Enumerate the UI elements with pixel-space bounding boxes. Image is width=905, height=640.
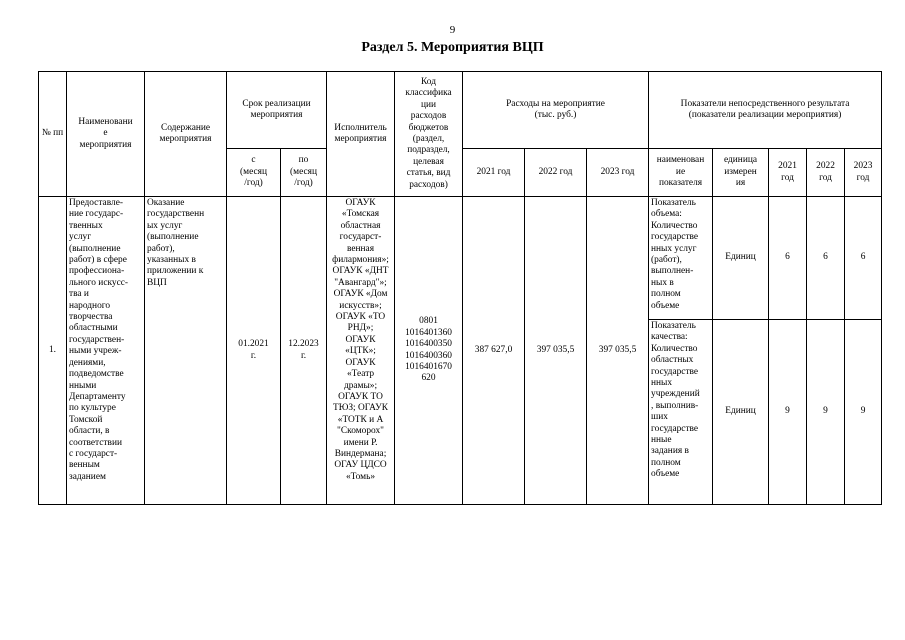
row-exp-2023: 397 035,5 (587, 197, 649, 505)
header-year-2021: 2021 год (463, 149, 525, 197)
header-indicator-2021: 2021 год (769, 149, 807, 197)
header-indicator-unit: единица измерен ия (713, 149, 769, 197)
header-content: Содержание мероприятия (145, 72, 227, 197)
activities-table (38, 71, 882, 505)
section-title: Раздел 5. Мероприятия ВЦП (361, 40, 544, 55)
indicator-2021: 6 (769, 197, 807, 320)
indicator-2023: 9 (845, 320, 882, 505)
row-term-from: 01.2021 г. (227, 197, 281, 505)
table-row (39, 197, 882, 320)
row-term-to: 12.2023 г. (281, 197, 327, 505)
row-num: 1. (39, 197, 67, 505)
indicator-name: Показатель качества: Количество областных государстве нных учреждений , выполнив- ших государстве нные задания в полном объеме (649, 320, 713, 505)
indicator-2022: 9 (807, 320, 845, 505)
header-indicator-2023: 2023 год (845, 149, 882, 197)
header-executor: Исполнитель мероприятия (327, 72, 395, 197)
header-year-2023: 2023 год (587, 149, 649, 197)
header-expenses: Расходы на мероприятие (тыс. руб.) (463, 72, 649, 149)
header-term-from: с (месяц /год) (227, 149, 281, 197)
header-indicator-name: наименован ие показателя (649, 149, 713, 197)
header-name: Наименовани е мероприятия (67, 72, 145, 197)
row-executor: ОГАУК «Томская областная государст- венная филармония»; ОГАУК «ДНТ "Авангард"»; ОГАУК «Дом искусств»; ОГАУК «ТО РНД»; ОГАУК «ЦТК»; ОГАУК «Театр драмы»; ОГАУК ТО ТЮЗ; ОГАУК «ТОТК и А "Скоморох" имени Р. Виндермана; ОГАУ ЦДСО «Томь» (327, 197, 395, 505)
indicator-name: Показатель объема: Количество государстве нных услуг (работ), выполнен- ных в полном объеме (649, 197, 713, 320)
indicator-unit: Единиц (713, 197, 769, 320)
row-code: 0801 1016401360 1016400350 1016400360 1016401670 620 (395, 197, 463, 505)
header-row-1 (39, 72, 882, 149)
header-indicator-2022: 2022 год (807, 149, 845, 197)
indicator-2021: 9 (769, 320, 807, 505)
header-term: Срок реализации мероприятия (227, 72, 327, 149)
page-number: 9 (449, 24, 456, 36)
row-content: Оказание государственн ых услуг (выполнение работ), указанных в приложении к ВЦП (145, 197, 227, 505)
header-year-2022: 2022 год (525, 149, 587, 197)
row-name: Предоставле- ние государс- твенных услуг (выполнение работ) в сфере профессиона- льного искусс- тва и народного творчества областными государствен- ными учреж- дениями, подведомстве нными Департаменту по культуре Томской области, в соответствии с государст- венным заданием (67, 197, 145, 505)
row-exp-2021: 387 627,0 (463, 197, 525, 505)
row-exp-2022: 397 035,5 (525, 197, 587, 505)
header-term-to: по (месяц /год) (281, 149, 327, 197)
header-code: Код классифика ции расходов бюджетов (раздел, подраздел, целевая статья, вид расходов) (395, 72, 463, 197)
header-results: Показатели непосредственного результата (показатели реализации мероприятия) (649, 72, 882, 149)
indicator-2023: 6 (845, 197, 882, 320)
indicator-2022: 6 (807, 197, 845, 320)
header-num: № пп (39, 72, 67, 197)
indicator-unit: Единиц (713, 320, 769, 505)
